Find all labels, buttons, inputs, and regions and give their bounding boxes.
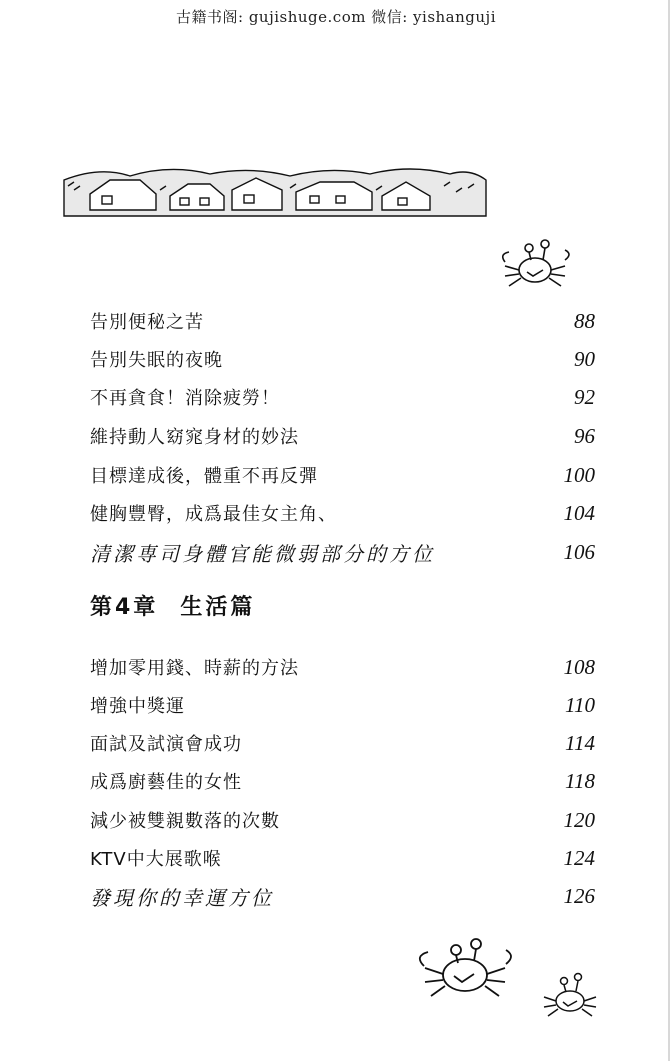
toc-entry-page: 100 [563, 462, 595, 487]
toc-entry[interactable] [90, 382, 595, 412]
page-edge [668, 0, 670, 1061]
toc-entry-title: 清潔専司身體官能微弱部分的方位 [90, 541, 435, 566]
toc-entry-title: 增加零用錢、時薪的方法 [90, 658, 299, 679]
toc-entry-title: 減少被雙親數落的次數 [90, 811, 280, 832]
toc-entry-title: 發現你的幸運方位 [90, 885, 274, 910]
toc-entry-page: 88 [574, 308, 595, 333]
toc-entry-page: 104 [563, 500, 595, 525]
toc-entry[interactable] [90, 805, 595, 835]
chapter-name: 生活篇 [180, 595, 256, 620]
houses-illustration-icon [60, 160, 490, 222]
toc-entry-page: 114 [565, 730, 595, 755]
chapter-heading [90, 590, 255, 621]
toc-entry-title: 告別便秘之苦 [90, 312, 204, 333]
toc-entry-title: 增強中獎運 [90, 696, 185, 717]
toc-entry-page: 124 [563, 845, 595, 870]
toc-entry-page: 90 [574, 346, 595, 371]
toc-entry-title: 成爲廚藝佳的女性 [90, 772, 242, 793]
toc-entry-page: 106 [563, 539, 595, 564]
toc-entry-title: 面試及試演會成功 [90, 734, 242, 755]
toc-entry-page: 118 [565, 768, 595, 793]
toc-entry[interactable] [90, 652, 595, 682]
toc-entry[interactable] [90, 728, 595, 758]
crab-icon [535, 965, 605, 1027]
toc-entry-page: 108 [563, 654, 595, 679]
crab-icon [495, 232, 575, 302]
chapter-number: 第4章 [90, 595, 159, 620]
toc-entry-page: 96 [574, 423, 595, 448]
toc-entry-title: 維持動人窈窕身材的妙法 [90, 427, 299, 448]
toc-entry[interactable] [90, 537, 595, 567]
toc-entry-title: 目標達成後，體重不再反彈 [90, 466, 318, 487]
toc-entry[interactable] [90, 344, 595, 374]
toc-entry-title: 健胸豐臀，成爲最佳女主角、 [90, 504, 337, 525]
toc-entry[interactable] [90, 498, 595, 528]
toc-entry[interactable] [90, 881, 595, 911]
toc-entry[interactable] [90, 690, 595, 720]
toc-entry-page: 92 [574, 384, 595, 409]
toc-entry-title: KTV中大展歌喉 [90, 849, 222, 870]
toc-entry-page: 110 [565, 692, 595, 717]
toc-entry-page: 126 [563, 883, 595, 908]
toc-entry-title: 不再貪食！消除疲勞！ [90, 388, 280, 409]
watermark: 古籍书阁: gujishuge.com 微信: yishanguji [176, 8, 496, 26]
toc-entry[interactable] [90, 421, 595, 451]
crab-icon [410, 930, 520, 1010]
toc-entry[interactable] [90, 766, 595, 796]
toc-entry[interactable] [90, 460, 595, 490]
toc-entry[interactable] [90, 843, 595, 873]
toc-entry-page: 120 [563, 807, 595, 832]
toc-entry-title: 告別失眠的夜晚 [90, 350, 223, 371]
toc-entry[interactable] [90, 306, 595, 336]
